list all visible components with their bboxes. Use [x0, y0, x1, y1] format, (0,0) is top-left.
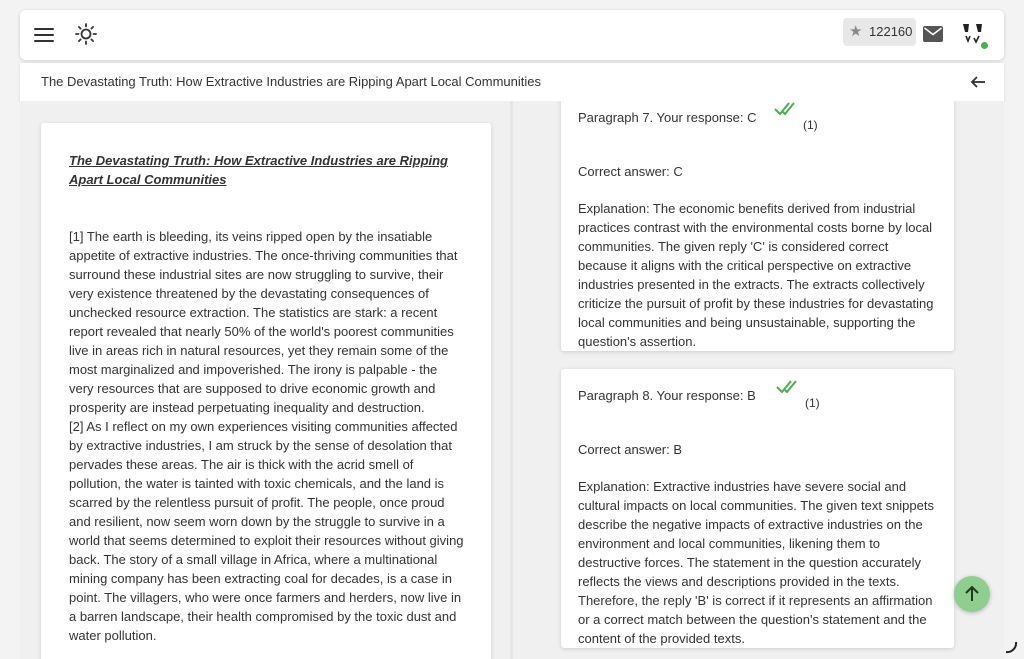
- page-title-bar: [20, 63, 1004, 101]
- response-line: [578, 108, 937, 132]
- answer-card: [561, 369, 954, 648]
- arrow-up-icon: [954, 576, 990, 612]
- double-check-icon: [774, 101, 804, 118]
- correct-answer: Correct answer: B: [578, 442, 683, 457]
- online-status-dot: [981, 42, 988, 49]
- article-pane[interactable]: [20, 101, 510, 659]
- response-line: [578, 386, 937, 410]
- scroll-to-top-button[interactable]: [954, 576, 990, 612]
- points-value: 122160: [869, 24, 913, 39]
- response-text: Paragraph 7. Your response: C: [578, 110, 757, 125]
- response-count: (1): [803, 118, 818, 132]
- double-check-icon: [776, 378, 806, 396]
- article-title: The Devastating Truth: How Extractive Industries are Ripping Apart Local Communities: [69, 153, 448, 187]
- points-badge[interactable]: [843, 18, 916, 46]
- answer-card: [561, 101, 954, 351]
- spinner-icon: [1004, 640, 1018, 654]
- explanation: Explanation: The economic benefits derived from industrial practices contrast with the environmental costs borne by local communities. The given reply 'C' is considered correct because it aligns with the critical perspective on extractive industries presented in the extracts. The extracts collectively criticize the pursuit of profit by these industries for devastating local communities and being unsustainable, supporting the question's assertion.: [578, 201, 934, 349]
- mail-icon[interactable]: [923, 26, 943, 42]
- correct-answer: Correct answer: C: [578, 164, 683, 179]
- article-paragraph-1: [1] The earth is bleeding, its veins ripped open by the insatiable appetite of extractive industries. The once-thriving communities that surround these industrial sites are now struggling to survive, their very existence threatened by the devastating consequences of unchecked resource extraction. The statistics are stark: a recent report revealed that nearly 50% of the world's poorest communities live in areas rich in natural resources, yet they remain some of the most marginalized and impoverished. The irony is palpable - the very resources that are supposed to drive economic growth and prosperity are instead perpetuating inequality and destruction.: [69, 229, 458, 415]
- explanation: Explanation: Extractive industries have severe social and cultural impacts on local communities. The given text snippets describe the negative impacts of extractive industries on the environment and local communities, likening them to destructive forces. The statement in the question accurately reflects the views and descriptions provided in the texts. Therefore, the reply 'B' is correct if it represents an affirmation or a correct match between the question's statement and the content of the provided texts.: [578, 479, 934, 646]
- article-card: [41, 123, 491, 659]
- response-count: (1): [805, 396, 820, 410]
- article-body: [69, 227, 465, 645]
- back-arrow-icon[interactable]: [970, 74, 986, 90]
- menu-icon[interactable]: [34, 24, 54, 46]
- star-icon: ★: [849, 23, 863, 40]
- page-title: The Devastating Truth: How Extractive Industries are Ripping Apart Local Communities: [41, 74, 542, 89]
- sun-icon[interactable]: [74, 22, 98, 46]
- top-bar: [20, 10, 1004, 60]
- article-paragraph-2: [2] As I reflect on my own experiences visiting communities affected by extractive industries, I am struck by the sense of desolation that pervades these areas. The air is thick with the acrid smell of pollution, the water is tainted with toxic chemicals, and the land is scarred by the relentless pursuit of profit. The people, once proud and resilient, now seem worn down by the struggle to survive in a world that seems determined to exploit their resources without giving back. The story of a small village in Africa, where a multinational mining company has been extracting coal for decades, is a case in point. The villagers, who were once farmers and herders, now live in a barren landscape, their health compromised by the toxic dust and water pollution.: [69, 419, 464, 643]
- answers-pane[interactable]: [513, 101, 1004, 659]
- response-text: Paragraph 8. Your response: B: [578, 388, 756, 403]
